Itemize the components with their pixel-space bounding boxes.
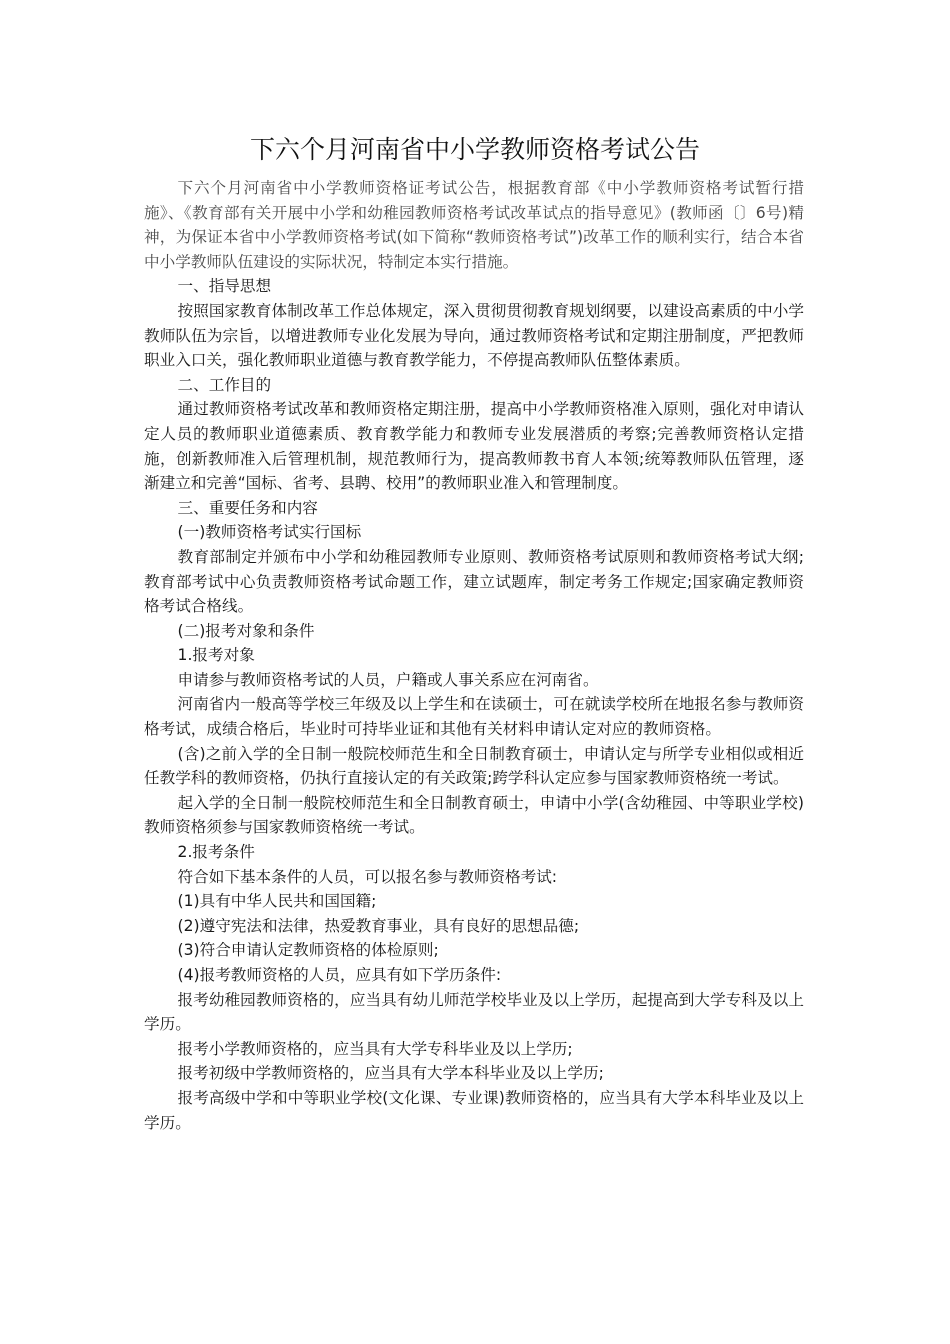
paragraph: 报考小学教师资格的，应当具有大学专科毕业及以上学历;: [177, 1039, 573, 1058]
paragraph-intro: 下六个月河南省中小学教师资格证考试公告，根据教育部《中小学教师资格考试暂行措施》、《教育部有关开展中小学和幼稚园教师资格考试改革试点的指导意见》(教师函〔〕6号)精神，为保证本省中小学教师资格考试(如下简称“教师资格考试”)改革工作的顺利实行，结合本省中小学教师队伍建设的实际状况，特制定本实行措施。: [144, 179, 804, 271]
paragraph: 符合如下基本条件的人员，可以报名参与教师资格考试:: [177, 867, 558, 886]
section-heading-guiding-ideology: 一、指导思想: [177, 277, 272, 296]
list-item: (3)符合申请认定教师资格的体检原则;: [177, 941, 439, 960]
section-heading-main-tasks: 三、重要任务和内容: [177, 498, 318, 517]
section-heading-work-goals: 二、工作目的: [177, 375, 272, 394]
item-heading: 1.报考对象: [177, 646, 255, 665]
paragraph: 教育部制定并颁布中小学和幼稚园教师专业原则、教师资格考试原则和教师资格考试大纲;教育部考试中心负责教师资格考试命题工作，建立试题库，制定考务工作规定;国家确定教师资格考试合格线。: [144, 547, 804, 616]
list-item: (1)具有中华人民共和国国籍;: [177, 892, 377, 911]
paragraph: 按照国家教育体制改革工作总体规定，深入贯彻贯彻教育规划纲要，以建设高素质的中小学教师队伍为宗旨，以增进教师专业化发展为导向，通过教师资格考试和定期注册制度，严把教师职业入口关，强化教师职业道德与教育教学能力，不停提高教师队伍整体素质。: [144, 301, 804, 370]
subsection-heading: (二)报考对象和条件: [177, 621, 315, 640]
paragraph: (含)之前入学的全日制一般院校师范生和全日制教育硕士，申请认定与所学专业相似或相近任教学科的教师资格，仍执行直接认定的有关政策;跨学科认定应参与国家教师资格统一考试。: [144, 744, 804, 788]
paragraph: 报考初级中学教师资格的，应当具有大学本科毕业及以上学历;: [177, 1064, 604, 1083]
paragraph: 报考高级中学和中等职业学校(文化课、专业课)教师资格的，应当具有大学本科毕业及以上学历。: [144, 1088, 804, 1132]
list-item: (4)报考教师资格的人员，应具有如下学历条件:: [177, 966, 502, 984]
subsection-heading: (一)教师资格考试实行国标: [177, 523, 362, 542]
paragraph: 河南省内一般高等学校三年级及以上学生和在读硕士，可在就读学校所在地报名参与教师资格考试，成绩合格后，毕业时可持毕业证和其他有关材料申请认定对应的教师资格。: [144, 695, 804, 739]
paragraph: 通过教师资格考试改革和教师资格定期注册，提高中小学教师资格准入原则，强化对申请认定人员的教师职业道德素质、教育教学能力和教师专业发展潜质的考察;完善教师资格认定措施，创新教师准入后管理机制，规范教师行为，提高教师教书育人本领;统筹教师队伍管理，逐渐建立和完善“国标、省考、县聘、校用”的教师职业准入和管理制度。: [144, 400, 804, 493]
document-title: 下六个月河南省中小学教师资格考试公告: [249, 135, 700, 164]
paragraph: 申请参与教师资格考试的人员，户籍或人事关系应在河南省。: [177, 670, 599, 689]
paragraph: 起入学的全日制一般院校师范生和全日制教育硕士，申请中小学(含幼稚园、中等职业学校)教师资格须参与国家教师资格统一考试。: [144, 793, 804, 837]
list-item: (2)遵守宪法和法律，热爱教育事业，具有良好的思想品德;: [177, 916, 580, 935]
item-heading: 2.报考条件: [177, 843, 255, 862]
document-body: [144, 176, 804, 1135]
paragraph: 报考幼稚园教师资格的，应当具有幼儿师范学校毕业及以上学历，起提高到大学专科及以上学历。: [144, 990, 804, 1034]
